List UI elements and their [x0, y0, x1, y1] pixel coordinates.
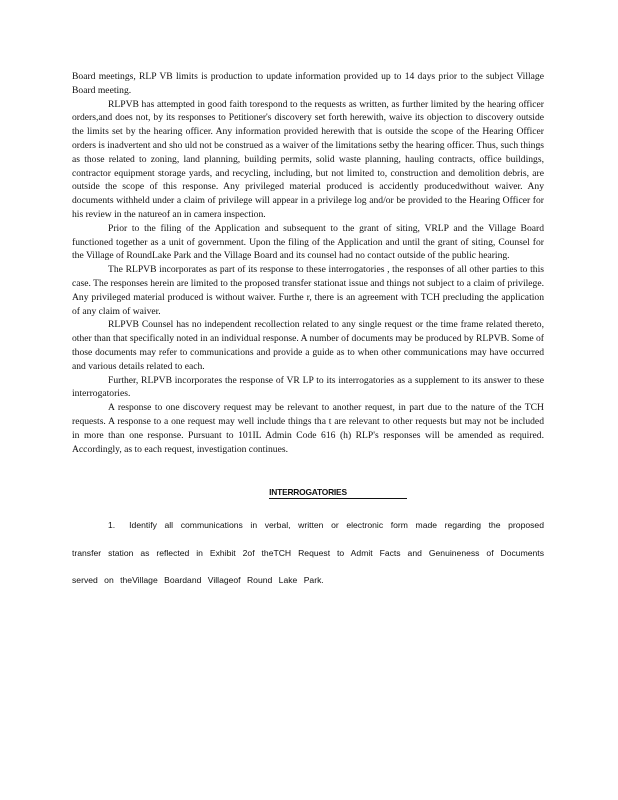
interrogatory-item [72, 512, 544, 595]
paragraph-3: The RLPVB incorporates as part of its response to these interrogatories , the responses of all other parties to this case. The responses herein are limited to the proposed transfer stationat issue and things not subject to a claim of privilege. Any privileged material produced is without waiver. Furthe r, there is an agreement with TCH precluding the application of any claim of waiver. [72, 264, 544, 317]
section-heading: INTERROGATORIES [269, 487, 407, 499]
paragraph-2: Prior to the filing of the Application and subsequent to the grant of siting, VRLP and the Village Board functioned together as a unit of government. Upon the filing of the Application and until the grant of siting, Counsel for the Village of RoundLake Park and the Village Board and its counsel had no contact outside of the public hearing. [72, 222, 544, 262]
paragraph-5: Further, RLPVB incorporates the response of VR LP to its interrogatories as a supplement to its answer to these interrogatories. [72, 374, 544, 400]
paragraph-1: RLPVB has attempted in good faith torespond to the requests as written, as further limited by the hearing officer orders,and does not, by its responses to Petitioner's discovery set forth herewith, waive its objection to discovery outside the limits set by the hearing officer. Any information provided herewith that is outside the scope of the Hearing Officer orders is inadvertent and sho uld not be construed as a waiver of the limitations setby the hearing officer. Thus, such things as those related to zoning, land planning, building permits, solid waste planning, hauling contracts, office buildings, contractor equipment storage yards, and recycling, including, but not limited to, construction and demolition debris, are outside the scope of this response. Any privileged material produced is accidently producedwithout waiver. Any documents withheld under a claim of privilege will appear in a privilege log and/or be provided to the Hearing Officer for his review in the natureof an in camera inspection. [72, 98, 544, 220]
heading-container [72, 482, 544, 498]
interrogatory-number: 1. [108, 520, 116, 531]
paragraph-0: Board meetings, RLP VB limits is production to update information provided up to 14 days prior to the subject Village Board meeting. [72, 71, 544, 96]
document-page [72, 70, 544, 603]
paragraph-6: A response to one discovery request may be relevant to another request, in part due to the nature of the TCH requests. A response to a one request may well include things tha t are relevant to other requests but may not be included in more than one response. Pursuant to 101IL Admin Code 616 (h) RLP's responses will be amended as required. Accordingly, as to each request, investigation continues. [72, 402, 544, 455]
paragraph-4: RLPVB Counsel has no independent recollection related to any single request or the time frame related thereto, other than that specifically noted in an individual response. A number of documents may be produced by RLPVB. Some of those documents may refer to communications and provide a guide as to when other communications may have occurred and various details related to each. [72, 319, 544, 372]
interrogatory-text: Identify all communications in verbal, written or electronic form made regarding the proposed transfer station as reflected in Exhibit 2of theTCH Request to Admit Facts and Genuineness of Documents served on theVillage Boardand Villageof Round Lake Park. [72, 520, 544, 586]
